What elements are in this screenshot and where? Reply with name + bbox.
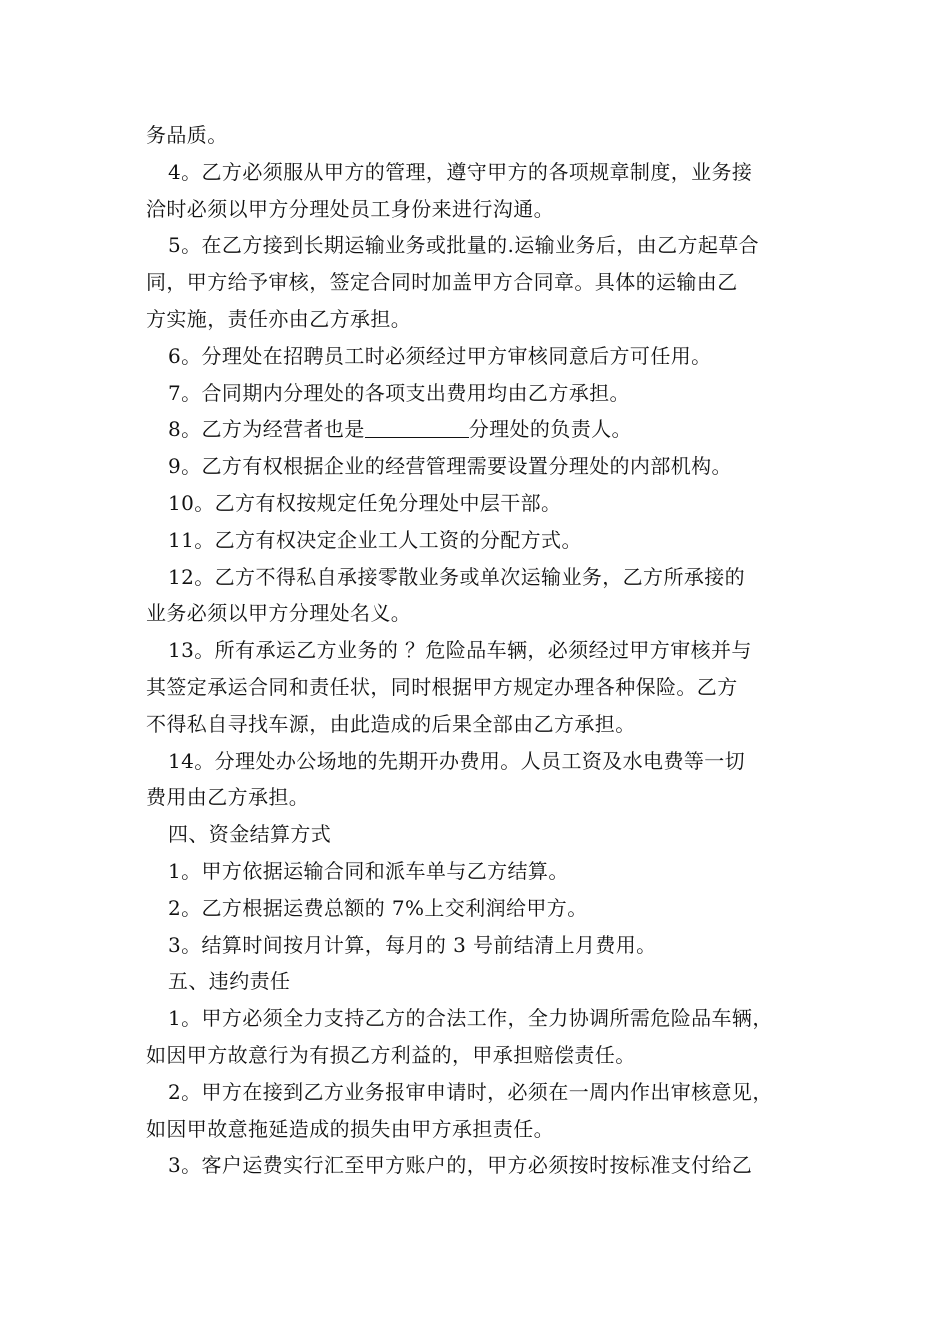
text-line: 5。在乙方接到长期运输业务或批量的.运输业务后，由乙方起草合 [168, 233, 760, 258]
text-line: 其签定承运合同和责任状，同时根据甲方规定办理各种保险。乙方 [146, 674, 738, 699]
text-line: 如因甲故意拖延造成的损失由甲方承担责任。 [146, 1116, 554, 1141]
text-line: 1。甲方必须全力支持乙方的合法工作，全力协调所需危险品车辆， [168, 1006, 773, 1031]
line-text-before: 8。乙方为经营者也是 [168, 417, 365, 442]
text-line: 如因甲方故意行为有损乙方利益的，甲承担赔偿责任。 [146, 1042, 636, 1067]
text-line: 13。所有承运乙方业务的 ？危险品车辆，必须经过甲方审核并与 [168, 638, 752, 663]
text-line: 7。合同期内分理处的各项支出费用均由乙方承担。 [168, 380, 630, 405]
text-line: 10。乙方有权按规定任免分理处中层干部。 [168, 490, 562, 515]
text-line: 4。乙方必须服从甲方的管理，遵守甲方的各项规章制度，业务接 [168, 159, 753, 184]
text-line: 务品质。 [146, 123, 228, 147]
text-line: 9。乙方有权根据企业的经营管理需要设置分理处的内部机构。 [168, 454, 732, 479]
text-line: 费用由乙方承担。 [146, 785, 310, 810]
text-line: 2。甲方在接到乙方业务报审申请时，必须在一周内作出审核意见， [168, 1079, 773, 1104]
section-heading: 四、资金结算方式 [168, 822, 332, 847]
text-line: 方实施，责任亦由乙方承担。 [146, 306, 412, 331]
text-line: 业务必须以甲方分理处名义。 [146, 601, 412, 626]
text-line: 不得私自寻找车源，由此造成的后果全部由乙方承担。 [146, 711, 636, 736]
text-line: 2。乙方根据运费总额的 7%上交利润给甲方。 [168, 895, 588, 920]
text-line: 6。分理处在招聘员工时必须经过甲方审核同意后方可任用。 [168, 343, 712, 368]
text-line: 14。分理处办公场地的先期开办费用。人员工资及水电费等一切 [168, 748, 746, 773]
section-heading: 五、违约责任 [168, 969, 291, 994]
fill-in-blank [365, 417, 469, 438]
text-line-with-blank [146, 411, 812, 448]
text-line: 3。结算时间按月计算，每月的 3 号前结清上月费用。 [168, 932, 657, 957]
line-text-after: 分理处的负责人。 [468, 417, 632, 442]
document-body [146, 117, 812, 1184]
text-line: 1。甲方依据运输合同和派车单与乙方结算。 [168, 858, 569, 883]
text-line: 3。客户运费实行汇至甲方账户的，甲方必须按时按标准支付给乙 [168, 1153, 753, 1178]
text-line: 12。乙方不得私自承接零散业务或单次运输业务，乙方所承接的 [168, 564, 746, 589]
text-line: 11。乙方有权决定企业工人工资的分配方式。 [168, 527, 582, 552]
text-line: 同，甲方给予审核，签定合同时加盖甲方合同章。具体的运输由乙 [146, 270, 738, 295]
text-line: 洽时必须以甲方分理处员工身份来进行沟通。 [146, 196, 554, 221]
